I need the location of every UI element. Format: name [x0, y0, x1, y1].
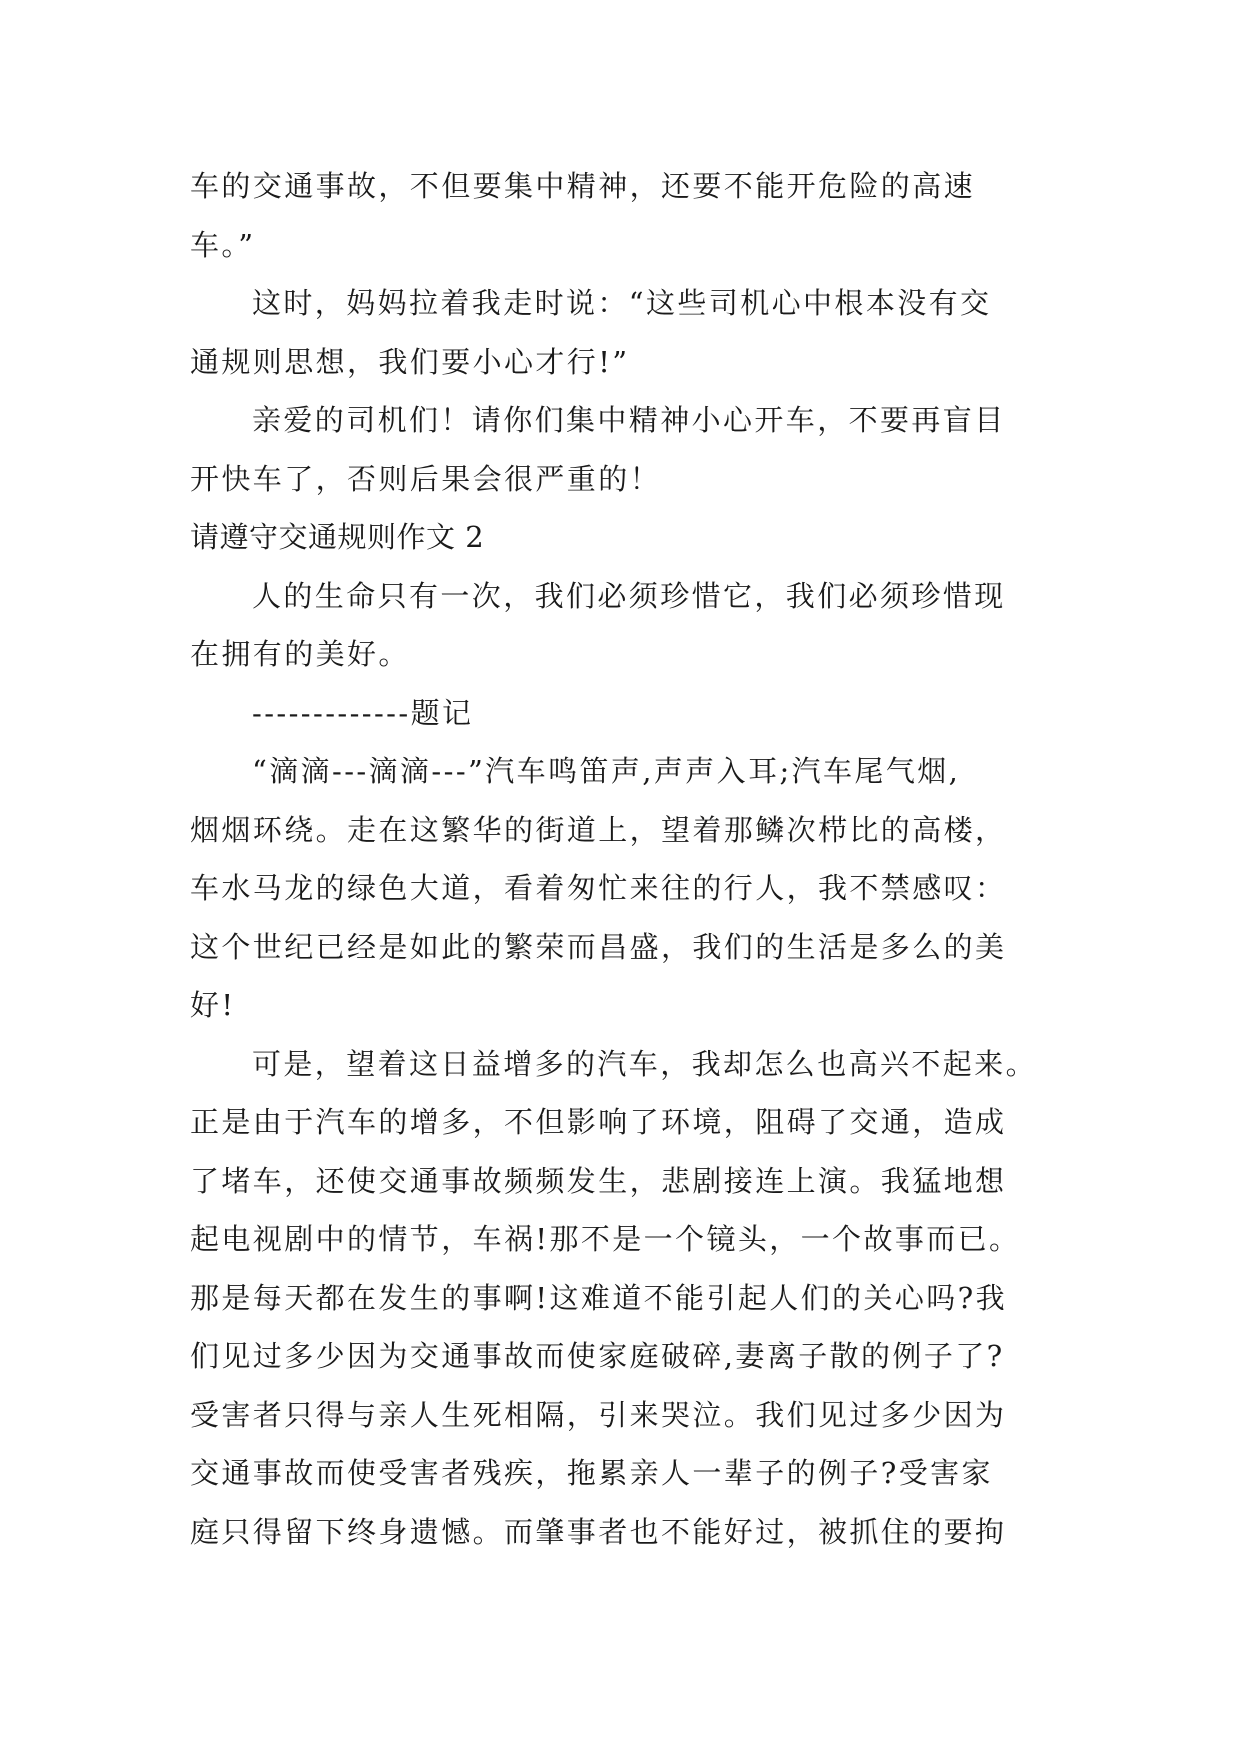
text-line: 可是，望着这日益增多的汽车，我却怎么也高兴不起来。	[252, 1046, 1038, 1081]
text-line: 人的生命只有一次，我们必须珍惜它，我们必须珍惜现	[252, 578, 1006, 613]
text-line: 庭只得留下终身遗憾。而肇事者也不能好过，被抓住的要拘	[190, 1514, 1007, 1549]
text-line: 车的交通事故，不但要集中精神，还要不能开危险的高速	[190, 169, 976, 203]
text-line: 这个世纪已经是如此的繁荣而昌盛，我们的生活是多么的美	[190, 929, 1007, 964]
text-line: 开快车了，否则后果会很严重的！	[190, 461, 662, 496]
text-line: 们见过多少因为交通事故而使家庭破碎,妻离子散的例子了?	[190, 1339, 1005, 1373]
text-line: 那是每天都在发生的事啊!这难道不能引起人们的关心吗?我	[190, 1280, 1008, 1315]
text-line: 好!	[190, 988, 236, 1022]
text-line: -------------题记	[252, 695, 474, 730]
document-body	[190, 157, 1062, 1561]
text-line: 车水马龙的绿色大道，看着匆忙来往的行人，我不禁感叹：	[190, 871, 1007, 905]
text-line: 通规则思想，我们要小心才行!”	[190, 344, 630, 379]
text-line: 亲爱的司机们！请你们集中精神小心开车，不要再盲目	[252, 403, 1006, 437]
text-line: 正是由于汽车的增多，不但影响了环境，阻碍了交通，造成	[190, 1105, 1007, 1139]
text-line: 了堵车，还使交通事故频频发生，悲剧接连上演。我猛地想	[190, 1163, 1007, 1198]
text-line: 受害者只得与亲人生死相隔，引来哭泣。我们见过多少因为	[190, 1397, 1007, 1432]
text-line: 起电视剧中的情节，车祸!那不是一个镜头，一个故事而已。	[190, 1222, 1021, 1256]
text-line: 在拥有的美好。	[190, 637, 410, 671]
text-line: “滴滴---滴滴---”汽车鸣笛声,声声入耳;汽车尾气烟,	[252, 754, 961, 788]
text-line: 交通事故而使受害者残疾，拖累亲人一辈子的例子?受害家	[190, 1456, 993, 1490]
section-heading: 请遵守交通规则作文 2	[190, 520, 485, 554]
text-line: 车。”	[190, 227, 256, 262]
text-line: 烟烟环绕。走在这繁华的街道上，望着那鳞次栉比的高楼，	[190, 812, 1007, 847]
text-line: 这时，妈妈拉着我走时说：“这些司机心中根本没有交	[252, 286, 992, 320]
